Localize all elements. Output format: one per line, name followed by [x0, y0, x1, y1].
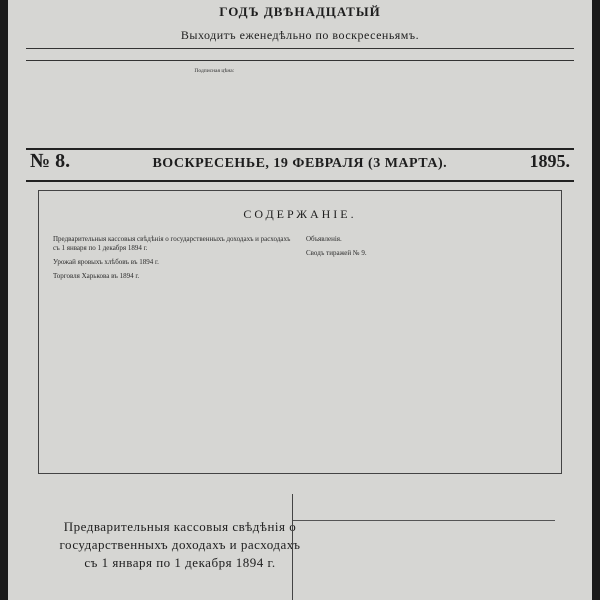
- header-rule-2: [26, 60, 574, 61]
- table-divider: [293, 520, 555, 521]
- issue-year: 1895.: [529, 151, 570, 171]
- issue-header: [30, 150, 570, 178]
- table-row-value: [499, 548, 555, 564]
- table-row-label: [301, 568, 499, 584]
- revenue-table: [292, 494, 555, 600]
- table-row: [301, 568, 555, 584]
- contents-column-right: [306, 235, 547, 463]
- contents-title: СОДЕРЖАНІЕ.: [243, 207, 357, 221]
- info-column-middle: Подписная цѣна:: [194, 68, 235, 74]
- contents-entry: Объявленія.: [306, 235, 342, 243]
- contents-box: [38, 190, 562, 474]
- table-row: [301, 548, 555, 564]
- contents-entry: Предварительныя кассовыя свѣдѣнія о государственныхъ доходахъ и расходахъ съ 1 января по 1 декабря 1894 г.: [53, 235, 291, 252]
- table-row-value: [499, 524, 555, 540]
- table-row-label: [301, 586, 499, 600]
- year-line: ГОДЪ ДВѢНАДЦАТЫЙ: [219, 4, 381, 19]
- table-row-value: [499, 500, 555, 516]
- issue-rule-bottom: [26, 180, 574, 182]
- issue-date: ВОСКРЕСЕНЬЕ, 19 ФЕВРАЛЯ (3 МАРТА).: [152, 156, 448, 171]
- table-row-value: [499, 568, 555, 584]
- newspaper-page: [8, 0, 592, 600]
- table-row: [301, 586, 555, 600]
- subscription-info-band: [26, 68, 574, 148]
- header-rule-top: [26, 48, 574, 49]
- contents-entry: Торговля Харькова въ 1894 г.: [53, 272, 140, 280]
- publication-schedule: Выходитъ еженедѣльно по воскресеньямъ.: [180, 28, 420, 42]
- contents-columns: [53, 235, 547, 463]
- contents-entry: Сводъ тиражей № 9.: [306, 249, 367, 257]
- info-column-left: [26, 68, 188, 148]
- table-row-label: [301, 548, 499, 564]
- table-row-label: [301, 524, 499, 540]
- table-row-label: [301, 500, 499, 516]
- info-column-right: [412, 68, 574, 148]
- issue-number: № 8.: [30, 150, 71, 172]
- table-row: [301, 500, 555, 516]
- contents-column-left: [53, 235, 294, 463]
- article-title: Предварительныя кассовыя свѣдѣнія о государственныхъ доходахъ и расходахъ съ 1 января по 1 декабря 1894 г.: [59, 519, 301, 570]
- table-row-value: [499, 586, 555, 600]
- table-row: [301, 524, 555, 540]
- contents-entry: Урожай яровыхъ хлѣбовъ въ 1894 г.: [53, 258, 159, 266]
